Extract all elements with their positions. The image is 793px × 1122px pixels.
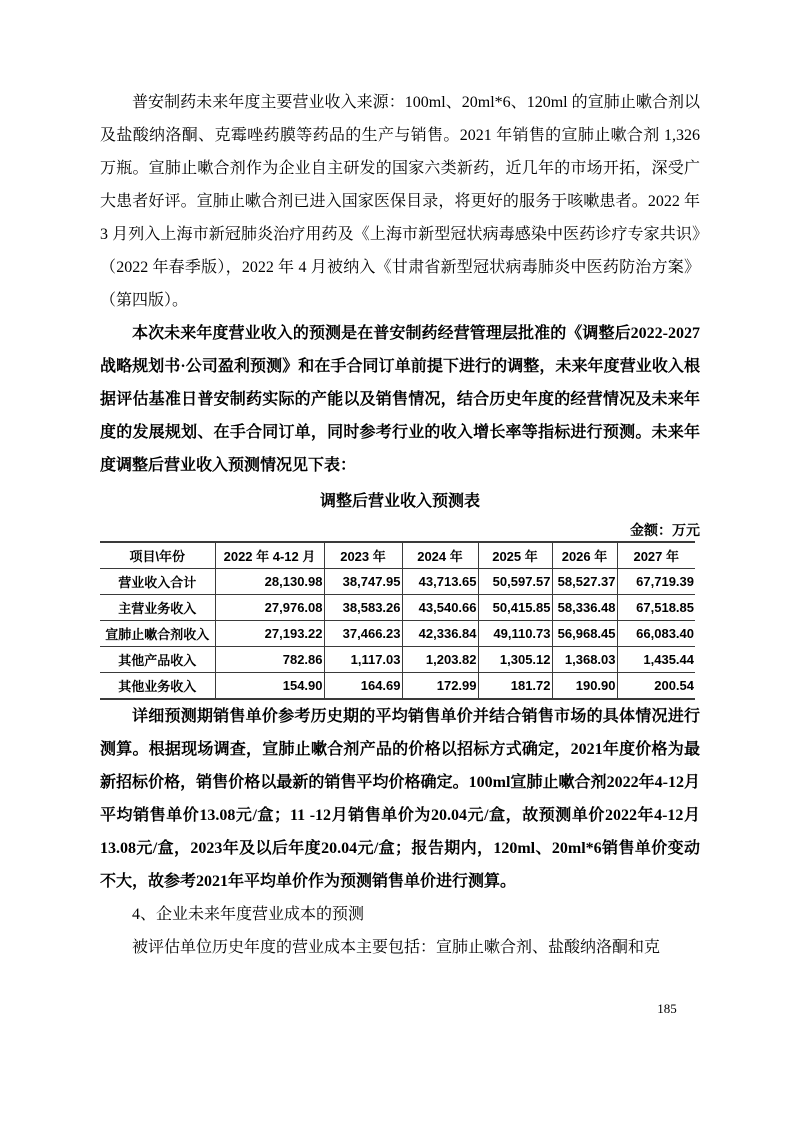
header-cell-item-year: 项目\年份 xyxy=(100,542,215,569)
table-row-other-business-revenue xyxy=(100,673,695,700)
table-row-main-business-revenue xyxy=(100,595,695,621)
cell-value: 1,368.03 xyxy=(552,647,617,673)
cell-value: 50,597.57 xyxy=(478,569,552,595)
table-row-xuanfei-mixture-revenue xyxy=(100,621,695,647)
cell-value: 27,193.22 xyxy=(215,621,324,647)
header-cell-2024: 2024 年 xyxy=(402,542,478,569)
paragraph-revenue-sources: 普安制药未来年度主要营业收入来源：100ml、20ml*6、120ml 的宣肺止嗽合剂以及盐酸纳洛酮、克霉唑药膜等药品的生产与销售。2021 年销售的宣肺止嗽合剂 1,326 万瓶。宣肺止嗽合剂作为企业自主研发的国家六类新药，近几年的市场开拓，深受广大患者好评。宣肺止嗽合剂已进入国家医保目录，将更好的服务于咳嗽患者。2022 年 3 月列入上海市新冠肺炎治疗用药及《上海市新型冠状病毒感染中医药诊疗专家共识》（2022 年春季版），2022 年 4 月被纳入《甘肃省新型冠状病毒肺炎中医药防治方案》（第四版）。 xyxy=(100,94,700,309)
cell-value: 58,527.37 xyxy=(552,569,617,595)
cell-value: 43,540.66 xyxy=(402,595,478,621)
header-cell-2023: 2023 年 xyxy=(324,542,402,569)
table-title: 调整后营业收入预测表 xyxy=(319,493,480,510)
row-label: 营业收入合计 xyxy=(100,569,215,595)
header-cell-2025: 2025 年 xyxy=(478,542,552,569)
cell-value: 50,415.85 xyxy=(478,595,552,621)
cell-value: 43,713.65 xyxy=(402,569,478,595)
cell-value: 67,719.39 xyxy=(617,569,695,595)
cell-value: 1,203.82 xyxy=(402,647,478,673)
page-number: 185 xyxy=(657,1001,677,1016)
cell-value: 782.86 xyxy=(215,647,324,673)
cell-value: 27,976.08 xyxy=(215,595,324,621)
table-row-total-revenue xyxy=(100,569,695,595)
cell-value: 181.72 xyxy=(478,673,552,700)
cell-value: 1,117.03 xyxy=(324,647,402,673)
header-cell-2022: 2022 年 4-12 月 xyxy=(215,542,324,569)
cell-value: 56,968.45 xyxy=(552,621,617,647)
row-label: 主营业务收入 xyxy=(100,595,215,621)
paragraph-cost-intro: 被评估单位历史年度的营业成本主要包括：宣肺止嗽合剂、盐酸纳洛酮和克 xyxy=(132,939,661,956)
row-label: 其他产品收入 xyxy=(100,647,215,673)
cell-value: 58,336.48 xyxy=(552,595,617,621)
cell-value: 172.99 xyxy=(402,673,478,700)
cell-value: 164.69 xyxy=(324,673,402,700)
cell-value: 66,083.40 xyxy=(617,621,695,647)
cell-value: 42,336.84 xyxy=(402,621,478,647)
paragraph-unit-price-method: 详细预测期销售单价参考历史期的平均销售单价并结合销售市场的具体情况进行测算。根据现场调查，宣肺止嗽合剂产品的价格以招标方式确定，2021年度价格为最新招标价格，销售价格以最新的销售平均价格确定。100ml宣肺止嗽合剂2022年4-12月平均销售单价13.08元/盒；11 -12月销售单价为20.04元/盒，故预测单价2022年4-12月13.08元/盒，2023年及以后年度20.04元/盒；报告期内，120ml、20ml*6销售单价变动不大，故参考2021年平均单价作为预测销售单价进行测算。 xyxy=(100,708,700,890)
page-content xyxy=(100,86,700,964)
cell-value: 38,583.26 xyxy=(324,595,402,621)
header-cell-2026: 2026 年 xyxy=(552,542,617,569)
cell-value: 1,435.44 xyxy=(617,647,695,673)
row-label: 其他业务收入 xyxy=(100,673,215,700)
table-row-other-product-revenue xyxy=(100,647,695,673)
cell-value: 200.54 xyxy=(617,673,695,700)
cell-value: 67,518.85 xyxy=(617,595,695,621)
cell-value: 38,747.95 xyxy=(324,569,402,595)
cell-value: 154.90 xyxy=(215,673,324,700)
header-cell-2027: 2027 年 xyxy=(617,542,695,569)
cell-value: 190.90 xyxy=(552,673,617,700)
table-header-row xyxy=(100,542,695,569)
cell-value: 37,466.23 xyxy=(324,621,402,647)
table-unit-note: 金额：万元 xyxy=(630,522,700,538)
cell-value: 49,110.73 xyxy=(478,621,552,647)
revenue-forecast-table xyxy=(100,541,695,700)
cell-value: 28,130.98 xyxy=(215,569,324,595)
cell-value: 1,305.12 xyxy=(478,647,552,673)
heading-cost-forecast: 4、企业未来年度营业成本的预测 xyxy=(132,906,365,923)
paragraph-forecast-basis: 本次未来年度营业收入的预测是在普安制药经营管理层批准的《调整后2022-2027战略规划书·公司盈利预测》和在手合同订单前提下进行的调整，未来年度营业收入根据评估基准日普安制药实际的产能以及销售情况，结合历史年度的经营情况及未来年度的发展规划、在手合同订单，同时参考行业的收入增长率等指标进行预测。未来年度调整后营业收入预测情况见下表： xyxy=(100,325,700,474)
row-label: 宣肺止嗽合剂收入 xyxy=(100,621,215,647)
